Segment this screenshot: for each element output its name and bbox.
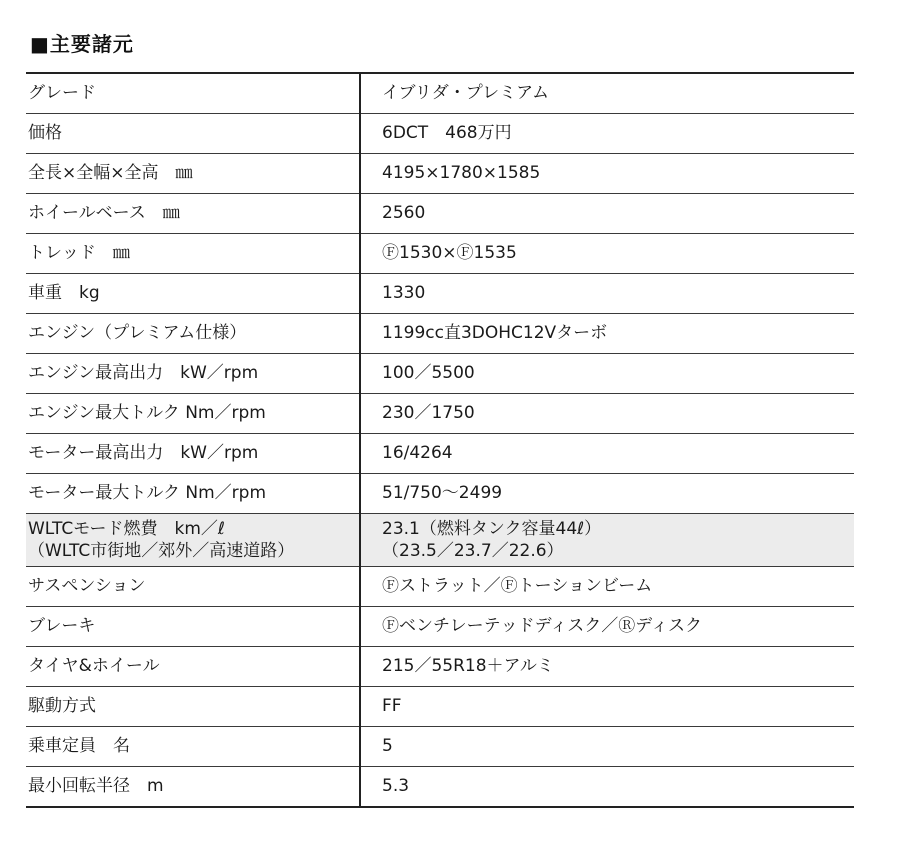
row-label: モーター最大トルク Nm／rpm bbox=[26, 474, 360, 514]
row-value: 6DCT 468万円 bbox=[360, 114, 854, 154]
row-label: 最小回転半径 m bbox=[26, 767, 360, 808]
page-title: ■主要諸元 bbox=[30, 32, 134, 56]
row-value: 5 bbox=[360, 727, 854, 767]
row-value: Ⓕストラット／Ⓕトーションビーム bbox=[360, 567, 854, 607]
row-label: エンジン最大トルク Nm／rpm bbox=[26, 394, 360, 434]
row-value: FF bbox=[360, 687, 854, 727]
row-value-line: 23.1（燃料タンク容量44ℓ） bbox=[382, 519, 602, 539]
row-value: 2560 bbox=[360, 194, 854, 234]
table-row-motor-torque bbox=[26, 474, 854, 514]
spec-table bbox=[26, 72, 854, 808]
table-row-wheelbase bbox=[26, 194, 854, 234]
table-row-fuel-economy bbox=[26, 514, 854, 567]
row-value: 5.3 bbox=[382, 776, 410, 796]
table-row-grade bbox=[26, 73, 854, 114]
table-row-price bbox=[26, 114, 854, 154]
row-label: トレッド ㎜ bbox=[26, 234, 360, 274]
row-label: 車重 kg bbox=[26, 274, 360, 314]
row-label: タイヤ&ホイール bbox=[26, 647, 360, 687]
row-value-line: （23.5／23.7／22.6） bbox=[382, 541, 564, 561]
row-value: 4195×1780×1585 bbox=[360, 154, 854, 194]
row-label: 乗車定員 名 bbox=[26, 727, 360, 767]
table-row-tires bbox=[26, 647, 854, 687]
row-label: エンジン（プレミアム仕様） bbox=[26, 314, 360, 354]
row-value: 1330 bbox=[360, 274, 854, 314]
row-value: 100／5500 bbox=[360, 354, 854, 394]
row-label: 駆動方式 bbox=[26, 687, 360, 727]
row-label: グレード bbox=[26, 73, 360, 114]
row-label-line: （WLTC市街地／郊外／高速道路） bbox=[28, 541, 295, 561]
row-label-line: WLTCモード燃費 km／ℓ bbox=[28, 519, 225, 539]
table-row-turning-radius bbox=[26, 767, 854, 808]
table-row-engine-power bbox=[26, 354, 854, 394]
row-value: 1199cc直3DOHC12Vターボ bbox=[360, 314, 854, 354]
row-value: 230／1750 bbox=[360, 394, 854, 434]
row-value: イブリダ・プレミアム bbox=[360, 73, 854, 114]
row-label: エンジン最高出力 kW／rpm bbox=[26, 354, 360, 394]
table-row-engine bbox=[26, 314, 854, 354]
row-label: ブレーキ bbox=[26, 607, 360, 647]
table-row-suspension bbox=[26, 567, 854, 607]
table-row-tread bbox=[26, 234, 854, 274]
table-row-weight bbox=[26, 274, 854, 314]
row-label: サスペンション bbox=[26, 567, 360, 607]
row-label: 全長×全幅×全高 ㎜ bbox=[26, 154, 360, 194]
row-label: ホイールベース ㎜ bbox=[26, 194, 360, 234]
row-label: 価格 bbox=[26, 114, 360, 154]
row-value: 51/750〜2499 bbox=[360, 474, 854, 514]
table-row-capacity bbox=[26, 727, 854, 767]
row-label bbox=[26, 514, 360, 567]
row-value: Ⓕベンチレーテッドディスク／Ⓡディスク bbox=[360, 607, 854, 647]
row-value: 215／55R18＋アルミ bbox=[360, 647, 854, 687]
table-row-brakes bbox=[26, 607, 854, 647]
row-value: Ⓕ1530×Ⓕ1535 bbox=[360, 234, 854, 274]
row-value bbox=[360, 514, 854, 567]
table-row-drivetrain bbox=[26, 687, 854, 727]
row-value: 16/4264 bbox=[360, 434, 854, 474]
row-label: モーター最高出力 kW／rpm bbox=[26, 434, 360, 474]
table-row-engine-torque bbox=[26, 394, 854, 434]
table-row-motor-power bbox=[26, 434, 854, 474]
table-row-dimensions bbox=[26, 154, 854, 194]
